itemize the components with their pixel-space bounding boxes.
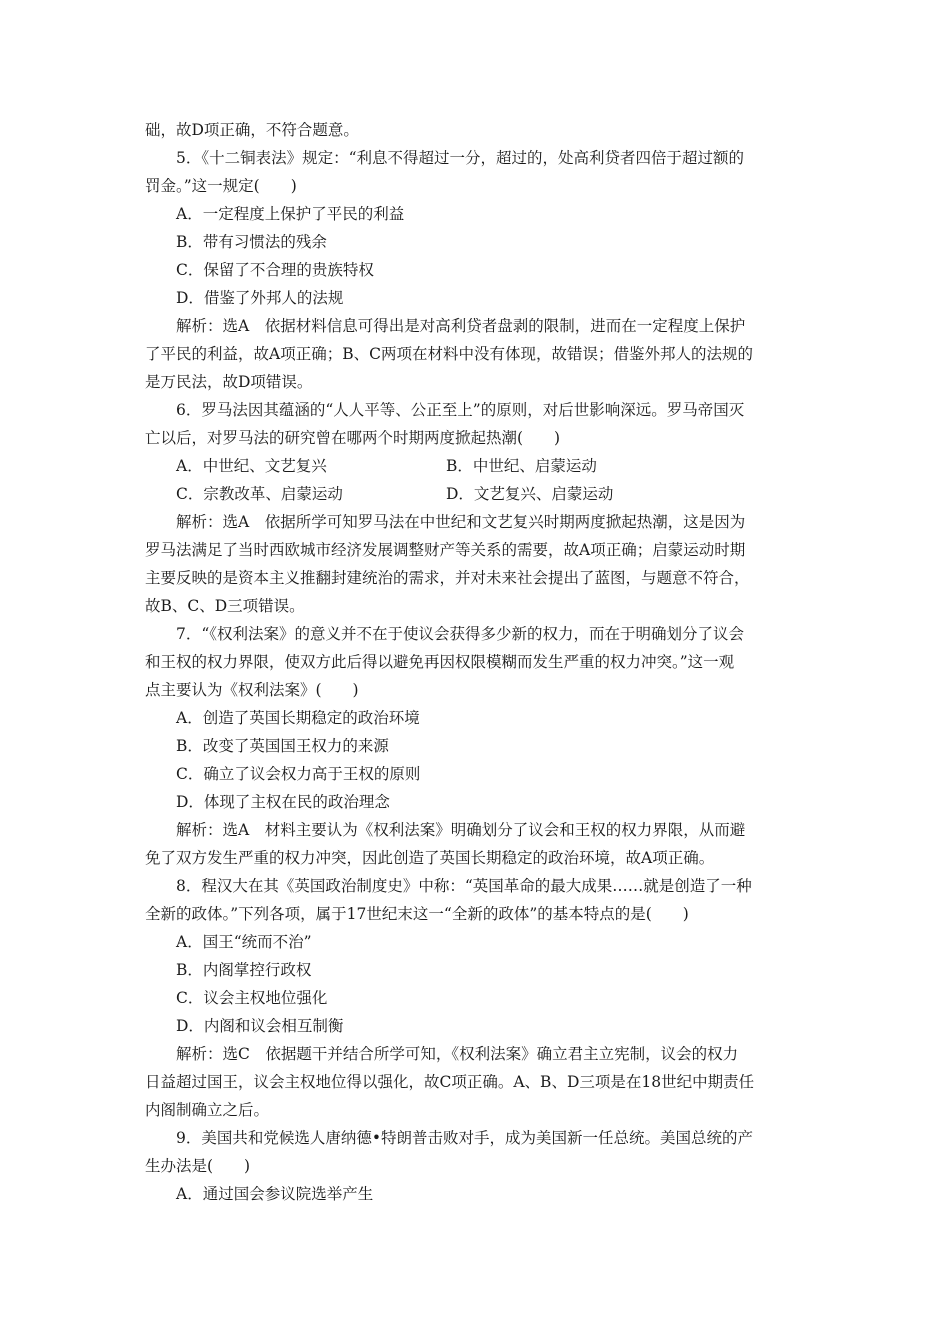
analysis: 日益超过国王，议会主权地位得以强化，故C项正确。A、B、D三项是在18世纪中期责任 bbox=[145, 1073, 755, 1091]
analysis: 解析：选A 依据材料信息可得出是对高利贷者盘剥的限制，进而在一定程度上保护 bbox=[176, 317, 746, 335]
question-stem: 9．美国共和党候选人唐纳德•特朗普击败对手，成为美国新一任总统。美国总统的产 bbox=[176, 1129, 754, 1147]
option-b: B．带有习惯法的残余 bbox=[176, 233, 327, 251]
option-a: A．中世纪、文艺复兴 bbox=[176, 457, 327, 475]
analysis: 内阁制确立之后。 bbox=[145, 1101, 270, 1119]
options-row bbox=[145, 480, 807, 508]
question-stem: 和王权的权力界限，使双方此后得以避免再因权限模糊而发生严重的权力冲突。”这一观 bbox=[145, 653, 735, 671]
question-9 bbox=[145, 1124, 807, 1208]
analysis: 解析：选A 依据所学可知罗马法在中世纪和文艺复兴时期两度掀起热潮，这是因为 bbox=[176, 513, 746, 531]
question-7 bbox=[145, 620, 807, 872]
option-a: A．一定程度上保护了平民的利益 bbox=[176, 205, 405, 223]
analysis: 罗马法满足了当时西欧城市经济发展调整财产等关系的需要，故A项正确；启蒙运动时期 bbox=[145, 541, 746, 559]
option-d: D．内阁和议会相互制衡 bbox=[176, 1017, 344, 1035]
option-b: B．内阁掌控行政权 bbox=[176, 961, 312, 979]
option-a: A．创造了英国长期稳定的政治环境 bbox=[176, 709, 420, 727]
question-stem: 全新的政体。”下列各项，属于17世纪末这一“全新的政体”的基本特点的是( ) bbox=[145, 905, 689, 923]
analysis: 是万民法，故D项错误。 bbox=[145, 373, 313, 391]
question-5 bbox=[145, 144, 807, 396]
option-c: C．宗教改革、启蒙运动 bbox=[176, 485, 343, 503]
option-c: C．议会主权地位强化 bbox=[176, 989, 328, 1007]
continuation-line: 础，故D项正确，不符合题意。 bbox=[145, 121, 359, 139]
document-page bbox=[145, 116, 807, 1208]
analysis: 了平民的利益，故A项正确；B、C两项在材料中没有体现，故错误；借鉴外邦人的法规的 bbox=[145, 345, 753, 363]
question-6 bbox=[145, 396, 807, 620]
option-a: A．国王“统而不治” bbox=[176, 933, 312, 951]
question-8 bbox=[145, 872, 807, 1124]
question-stem: 生办法是( ) bbox=[145, 1157, 251, 1175]
option-d: D．体现了主权在民的政治理念 bbox=[176, 793, 390, 811]
analysis: 解析：选C 依据题干并结合所学可知，《权利法案》确立君主立宪制，议会的权力 bbox=[176, 1045, 739, 1063]
question-stem: 罚金。”这一规定( ) bbox=[145, 177, 297, 195]
option-a: A．通过国会参议院选举产生 bbox=[176, 1185, 374, 1203]
options-row bbox=[145, 452, 807, 480]
analysis: 免了双方发生严重的权力冲突，因此创造了英国长期稳定的政治环境，故A项正确。 bbox=[145, 849, 715, 867]
option-d: D．文艺复兴、启蒙运动 bbox=[446, 485, 614, 503]
option-b: B．改变了英国国王权力的来源 bbox=[176, 737, 389, 755]
question-stem: 7．“《权利法案》的意义并不在于使议会获得多少新的权力，而在于明确划分了议会 bbox=[176, 625, 745, 643]
question-stem: 8．程汉大在其《英国政治制度史》中称：“英国革命的最大成果……就是创造了一种 bbox=[176, 877, 752, 895]
option-c: C．确立了议会权力高于王权的原则 bbox=[176, 765, 421, 783]
question-stem: 6．罗马法因其蕴涵的“人人平等、公正至上”的原则，对后世影响深远。罗马帝国灭 bbox=[176, 401, 745, 419]
analysis: 解析：选A 材料主要认为《权利法案》明确划分了议会和王权的权力界限，从而避 bbox=[176, 821, 746, 839]
question-stem: 亡以后，对罗马法的研究曾在哪两个时期两度掀起热潮( ) bbox=[145, 429, 561, 447]
option-c: C．保留了不合理的贵族特权 bbox=[176, 261, 374, 279]
analysis: 主要反映的是资本主义推翻封建统治的需求，并对未来社会提出了蓝图，与题意不符合， bbox=[145, 569, 750, 587]
option-b: B．中世纪、启蒙运动 bbox=[446, 457, 597, 475]
question-stem: 5．《十二铜表法》规定：“利息不得超过一分，超过的，处高利贷者四倍于超过额的 bbox=[176, 149, 745, 167]
analysis: 故B、C、D三项错误。 bbox=[145, 597, 305, 615]
option-d: D．借鉴了外邦人的法规 bbox=[176, 289, 344, 307]
question-stem: 点主要认为《权利法案》( ) bbox=[145, 681, 359, 699]
